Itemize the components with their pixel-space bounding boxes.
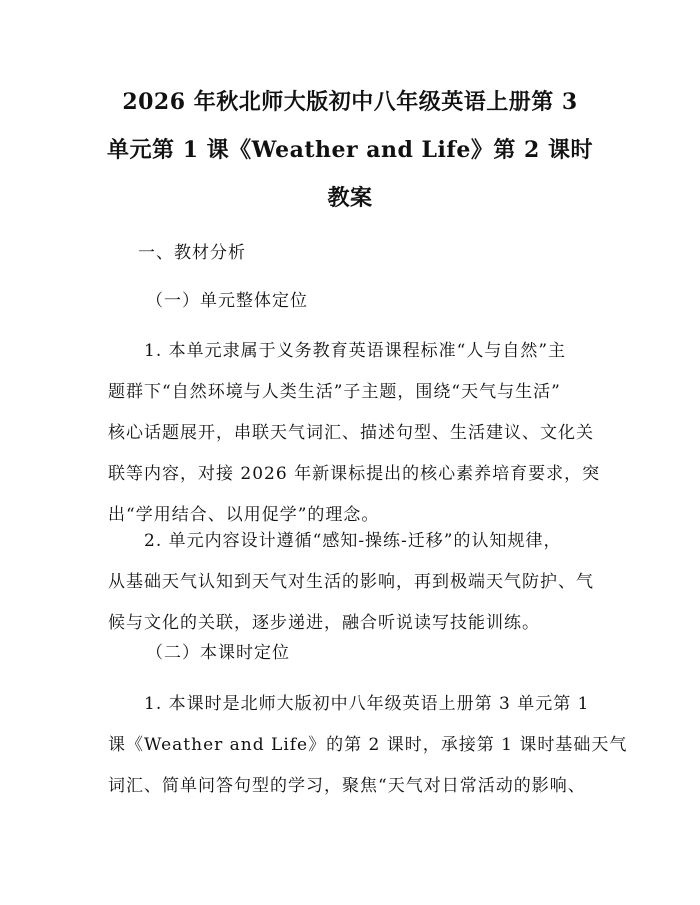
paragraph-line: 从基础天气认知到天气对生活的影响，再到极端天气防护、气 [108, 572, 594, 592]
paragraph-line: 候与文化的关联，逐步递进，融合听说读写技能训练。 [108, 613, 540, 633]
paragraph-unit-design [108, 521, 596, 644]
paragraph-line: 2. 单元内容设计遵循“感知-操练-迁移”的认知规律， [108, 531, 562, 551]
paragraph-line: 课《Weather and Life》的第 2 课时，承接第 1 课时基础天气 [108, 735, 628, 755]
section-heading-textbook-analysis: 一、教材分析 [138, 243, 246, 263]
document-title-line-1: 2026 年秋北师大版初中八年级英语上册第 3 [122, 89, 578, 115]
paragraph-line: 词汇、简单问答句型的学习，聚焦“天气对日常活动的影响、 [108, 776, 586, 796]
subsection-heading-lesson-positioning: （二）本课时定位 [146, 643, 290, 663]
paragraph-line: 核心话题展开，串联天气词汇、描述句型、生活建议、文化关 [108, 423, 594, 443]
paragraph-line: 题群下“自然环境与人类生活”子主题，围绕“天气与生活” [108, 382, 561, 402]
subsection-heading-unit-positioning: （一）单元整体定位 [146, 291, 308, 311]
paragraph-line: 联等内容，对接 2026 年新课标提出的核心素养培育要求，突 [108, 464, 601, 484]
paragraph-line: 1. 本课时是北师大版初中八年级英语上册第 3 单元第 1 [108, 694, 590, 714]
document-title-line-3: 教案 [327, 185, 373, 211]
paragraph-unit-theme [108, 331, 601, 536]
paragraph-lesson-positioning [108, 684, 628, 807]
document-title-line-2: 单元第 1 课《Weather and Life》第 2 课时 [107, 137, 593, 163]
paragraph-line: 1. 本单元隶属于义务教育英语课程标准“人与自然”主 [108, 341, 567, 361]
paragraph-line: 出“学用结合、以用促学”的理念。 [108, 505, 380, 525]
